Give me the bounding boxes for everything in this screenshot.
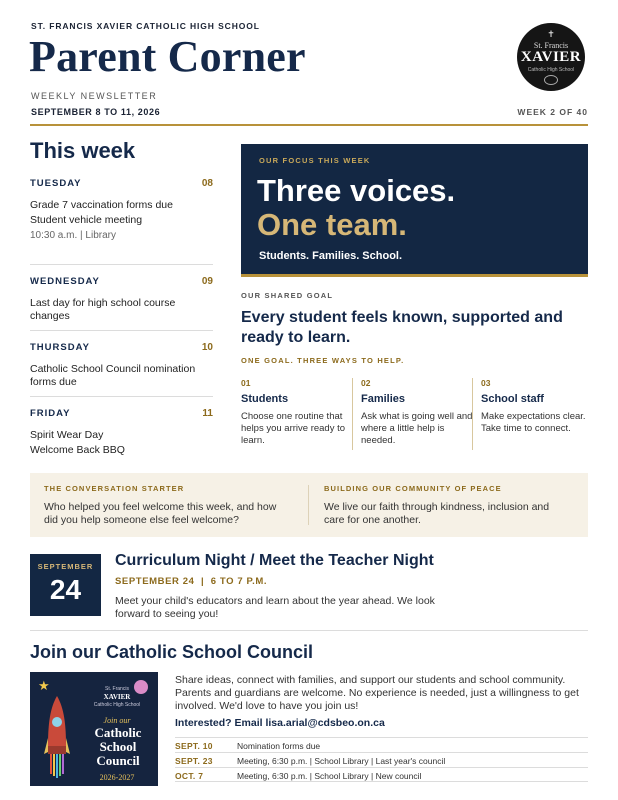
logo-line2: XAVIER bbox=[520, 49, 582, 65]
way-divider bbox=[352, 378, 353, 450]
header-divider bbox=[30, 124, 588, 126]
way-families bbox=[361, 378, 473, 447]
day-divider bbox=[30, 396, 213, 397]
way-title: Families bbox=[361, 393, 406, 405]
day-wednesday bbox=[30, 276, 213, 323]
goal-text: Every student feels known, supported and ready to learn. bbox=[241, 309, 563, 346]
way-divider bbox=[472, 378, 473, 450]
day-item: Student vehicle meeting bbox=[30, 214, 143, 226]
newsletter-label: WEEKLY NEWSLETTER bbox=[31, 91, 158, 101]
way-title: Students bbox=[241, 393, 289, 405]
community-label: BUILDING OUR COMMUNITY OF PEACE bbox=[324, 484, 502, 493]
focus-subtitle: Students. Families. School. bbox=[259, 250, 403, 262]
badge-day: 24 bbox=[49, 574, 82, 605]
goal-label: OUR SHARED GOAL bbox=[241, 291, 334, 300]
event-date-badge bbox=[30, 554, 101, 616]
date-range: SEPTEMBER 8 TO 11, 2026 bbox=[31, 107, 161, 117]
schedule-text: Nomination forms due bbox=[237, 741, 321, 751]
day-thursday bbox=[30, 342, 213, 389]
way-text: Choose one routine that helps you arrive ready to learn. bbox=[241, 411, 346, 446]
day-date: 11 bbox=[202, 408, 213, 419]
day-date: 08 bbox=[201, 178, 213, 189]
day-name: WEDNESDAY bbox=[30, 276, 100, 287]
logo-line3: Catholic High School bbox=[527, 67, 575, 73]
badge-month: SEPTEMBER bbox=[37, 562, 94, 571]
day-date: 10 bbox=[201, 342, 213, 353]
day-item: Welcome Back BBQ bbox=[30, 444, 125, 456]
rocket-icon bbox=[44, 694, 70, 778]
schedule-row bbox=[175, 737, 588, 752]
schedule-text: Meeting, 6:30 p.m. | School Library | Last year's council bbox=[237, 756, 446, 766]
day-item: Last day for high school course changes bbox=[30, 297, 176, 322]
event-title: Curriculum Night / Meet the Teacher Night bbox=[115, 552, 434, 569]
focus-headline-1: Three voices. bbox=[257, 173, 456, 208]
way-text: Ask what is going well and where a little help is needed. bbox=[361, 411, 473, 446]
council-title: Join our Catholic School Council bbox=[30, 642, 314, 662]
event-when: SEPTEMBER 24 | 6 TO 7 P.M. bbox=[115, 576, 268, 587]
day-item: Spirit Wear Day bbox=[30, 429, 104, 441]
page-title: Parent Corner bbox=[29, 32, 306, 81]
focus-accent-bar bbox=[241, 274, 588, 277]
school-logo bbox=[517, 23, 585, 91]
day-name: TUESDAY bbox=[30, 178, 82, 189]
schedule-text: Meeting, 6:30 p.m. | School Library | New council bbox=[237, 771, 422, 781]
community-text: We live our faith through kindness, inclusion and care for one another. bbox=[324, 501, 550, 526]
logo-emblem-icon bbox=[544, 75, 558, 85]
schedule-row bbox=[175, 752, 588, 767]
way-students bbox=[241, 378, 353, 447]
council-poster bbox=[30, 672, 158, 786]
day-item: Catholic School Council nomination forms due bbox=[30, 363, 196, 388]
week-label: WEEK 2 OF 40 bbox=[517, 107, 588, 117]
council-description: Share ideas, connect with families, and support our students and school community. Parents and guardians are welcome. No experience is needed, just a willingness to get involved. We'd love to have you join us! bbox=[175, 674, 579, 712]
logo-cross-icon: ✝ bbox=[547, 29, 555, 39]
way-number: 01 bbox=[241, 378, 251, 388]
day-name: FRIDAY bbox=[30, 408, 71, 419]
conversation-text: Who helped you feel welcome this week, and how did you help someone else feel welcome? bbox=[44, 501, 277, 526]
poster-school-sub: Catholic High School bbox=[93, 702, 141, 708]
section-divider bbox=[30, 630, 588, 631]
way-number: 03 bbox=[481, 378, 491, 388]
schedule-date: SEPT. 23 bbox=[175, 756, 213, 766]
reflection-panel bbox=[30, 473, 588, 537]
way-text: Make expectations clear. Take time to connect. bbox=[481, 411, 586, 434]
way-staff bbox=[481, 378, 593, 435]
day-name: THURSDAY bbox=[30, 342, 90, 353]
council-contact: Interested? Email lisa.arial@cdsbeo.on.ca bbox=[175, 717, 385, 729]
poster-xavier: XAVIER bbox=[103, 693, 131, 701]
day-friday bbox=[30, 408, 213, 457]
schedule-date: SEPT. 10 bbox=[175, 741, 213, 751]
poster-school: St. Francis bbox=[105, 686, 129, 692]
poster-headline: Catholic School Council bbox=[94, 725, 142, 768]
this-week-title: This week bbox=[30, 138, 136, 163]
poster-year: 2026-2027 bbox=[99, 773, 135, 782]
way-title: School staff bbox=[481, 393, 544, 405]
council-schedule bbox=[175, 737, 588, 782]
way-number: 02 bbox=[361, 378, 371, 388]
day-divider bbox=[30, 264, 213, 265]
school-name: ST. FRANCIS XAVIER CATHOLIC HIGH SCHOOL bbox=[31, 21, 260, 31]
star-icon: ★ bbox=[38, 678, 50, 693]
ways-label: ONE GOAL. THREE WAYS TO HELP. bbox=[241, 356, 405, 365]
event-description: Meet your child's educators and learn about the year ahead. We look forward to seeing you! bbox=[115, 595, 435, 620]
schedule-row bbox=[175, 767, 588, 782]
focus-banner bbox=[241, 144, 588, 274]
logo-line1: St. Francis bbox=[533, 41, 569, 50]
focus-label: OUR FOCUS THIS WEEK bbox=[259, 156, 371, 165]
panel-divider bbox=[308, 485, 309, 525]
conversation-label: THE CONVERSATION STARTER bbox=[44, 484, 185, 493]
day-tuesday bbox=[30, 178, 213, 242]
day-divider bbox=[30, 330, 213, 331]
schedule-date: OCT. 7 bbox=[175, 771, 204, 781]
poster-join: Join our bbox=[103, 716, 131, 725]
focus-headline-2: One team. bbox=[257, 207, 407, 242]
day-item: Grade 7 vaccination forms due bbox=[30, 199, 173, 211]
day-note: 10:30 a.m. | Library bbox=[30, 230, 116, 241]
day-date: 09 bbox=[201, 276, 213, 287]
